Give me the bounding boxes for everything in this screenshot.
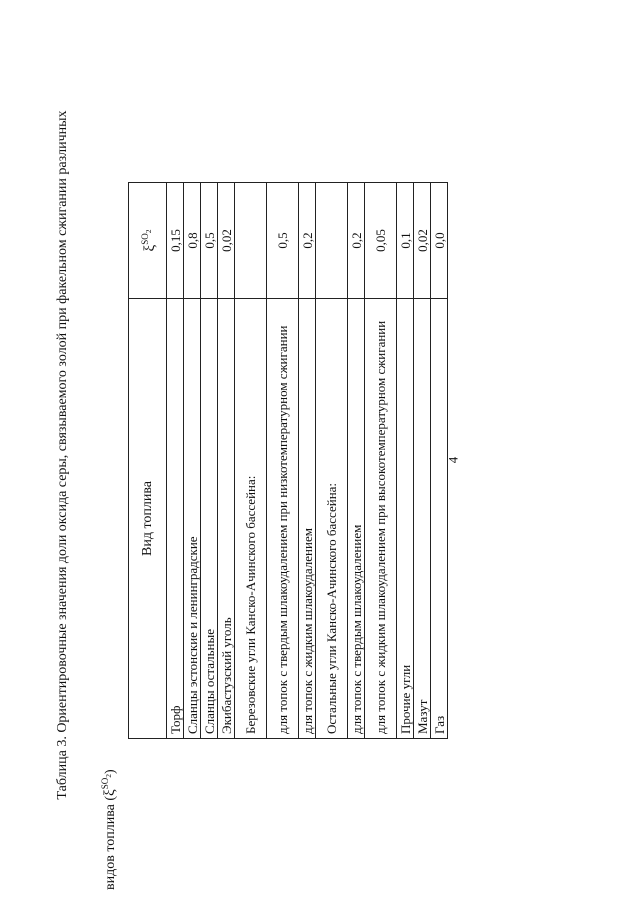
fuel-type-cell: для топок с твердым шлакоудалением при низкотемпературном сжигании [267,299,299,739]
table-caption-line2 [100,690,126,890]
fuel-table [128,182,448,739]
fuel-type-cell: для топок с жидким шлакоудалением при высокотемпературном сжигании [365,299,397,739]
fuel-type-cell: для топок с жидким шлакоудалением [299,299,316,739]
xi-value-cell: 0,1 [397,183,414,299]
fuel-type-cell: Прочие угли [397,299,414,739]
xi-symbol: $\xi^{SO_2}$ [100,774,118,796]
xi-value-cell: 0,05 [365,183,397,299]
fuel-type-cell: для топок с твердым шлакоудалением [348,299,365,739]
fuel-type-cell: Газ [431,299,448,739]
fuel-type-cell: Остальные угли Канско-Ачинского бассейна: [316,299,348,739]
caption-prefix: видов топлива ( [103,795,118,890]
xi-value-cell: 0,02 [218,183,235,299]
fuel-table-container [128,183,448,739]
table-row [316,183,348,739]
fuel-type-cell: Мазут [414,299,431,739]
fuel-type-cell: Сланцы остальные [201,299,218,739]
table-row [235,183,267,739]
fuel-type-cell: Сланцы эстонские и ленинградские [184,299,201,739]
header-fuel-type: Вид топлива [129,299,167,739]
xi-value-cell: 0,8 [184,183,201,299]
xi-value-cell: 0,2 [348,183,365,299]
table-caption-line1 [55,75,75,835]
fuel-type-cell: Березовские угли Канско-Ачинского бассейна: [235,299,267,739]
xi-value-cell [316,183,348,299]
caption-text: Таблица 3. Ориентировочные значения доли оксида серы, связываемого золой при факельном сжигании различных [55,110,70,800]
table-row [267,183,299,739]
header-xi: $\xi^{SO_2}$ [129,183,167,299]
caption-suffix: ) [103,769,118,774]
xi-value-cell: 0,15 [167,183,184,299]
table-row [299,183,316,739]
xi-value-cell: 0,5 [267,183,299,299]
table-row [201,183,218,739]
xi-value-cell: 0,02 [414,183,431,299]
table-row [414,183,431,739]
fuel-table-rotated [128,183,448,739]
table-row [431,183,448,739]
fuel-type-cell: Торф [167,299,184,739]
table-row [167,183,184,739]
table-row [397,183,414,739]
table-row [184,183,201,739]
xi-value-cell: 0,2 [299,183,316,299]
table-header-row [129,183,167,739]
xi-value-cell: 0,0 [431,183,448,299]
xi-value-cell [235,183,267,299]
xi-value-cell: 0,5 [201,183,218,299]
page-number: 4 [445,456,461,464]
table-row [218,183,235,739]
table-row [348,183,365,739]
table-row [365,183,397,739]
fuel-type-cell: Экибастузский уголь [218,299,235,739]
